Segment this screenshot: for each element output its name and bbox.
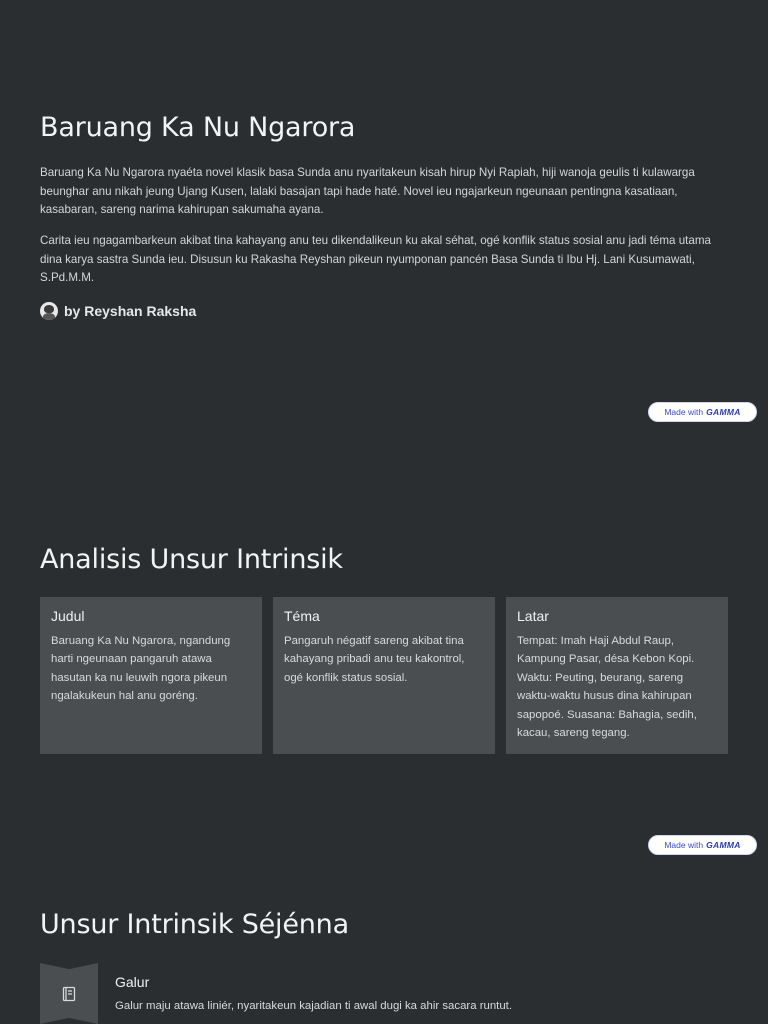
card-latar	[506, 597, 728, 754]
badge-prefix: Made with	[664, 407, 704, 417]
card-body: Pangaruh négatif sareng akibat tina kahayang pribadi anu teu kakontrol, ogé konflik status sosial.	[284, 635, 465, 684]
cards-row	[40, 597, 728, 754]
card-title: Judul	[51, 608, 85, 624]
card-body: Baruang Ka Nu Ngarora, ngandung harti ngeunaan pangaruh atawa hasutan ka nu leuwih ngora pikeun ngalakukeun hal anu goréng.	[51, 635, 231, 703]
context-paragraph: Carita ieu ngagambarkeun akibat tina kahayang anu teu dikendalikeun ku akal séhat, ogé konflik status sosial anu jadi téma utama dina karya sastra Sunda ieu. Disusun ku Rakasha Reyshan pikeun nyumponan pancén Basa Sunda ti Ibu Hj. Lani Kusumawati, S.Pd.M.M.	[40, 234, 711, 285]
other-elements-slide	[0, 880, 768, 1024]
author-byline	[40, 302, 196, 320]
slide-title: Unsur Intrinsik Séjénna	[40, 909, 349, 940]
analysis-slide	[0, 470, 768, 870]
made-with-gamma-badge[interactable]	[648, 835, 757, 855]
card-title: Téma	[284, 608, 320, 624]
slide-title: Baruang Ka Nu Ngarora	[40, 112, 356, 143]
card-judul	[40, 597, 262, 754]
card-title: Latar	[517, 608, 549, 624]
item-title-galur: Galur	[115, 974, 150, 990]
title-slide	[0, 0, 768, 440]
intro-paragraph: Baruang Ka Nu Ngarora nyaéta novel klasik basa Sunda anu nyaritakeun kisah hirup Nyi Rapiah, hiji wanoja geulis ti kulawarga beunghar anu nikah jeung Ujang Kusen, lalaki basajan tapi hade haté. Novel ieu ngajarkeun ngeunaan pentingna kasatiaan, kasabaran, sareng narima kahirupan sakumaha ayana.	[40, 166, 695, 217]
card-body: Tempat: Imah Haji Abdul Raup, Kampung Pasar, désa Kebon Kopi. Waktu: Peuting, beurang, sareng waktu-waktu husus dina kahirupan sapopoé. Suasana: Bahagia, sedih, kacau, sareng tegang.	[517, 635, 697, 740]
item-body-galur: Galur maju atawa liniér, nyaritakeun kajadian ti awal dugi ka ahir sacara runtut.	[115, 1000, 512, 1012]
made-with-gamma-badge[interactable]	[648, 402, 757, 422]
author-name: by Reyshan Raksha	[64, 303, 197, 319]
badge-prefix: Made with	[664, 840, 704, 850]
card-tema	[273, 597, 495, 754]
slide-title: Analisis Unsur Intrinsik	[40, 544, 343, 575]
book-icon	[40, 963, 98, 1024]
gamma-logo: GAMMA	[706, 840, 741, 850]
avatar	[40, 302, 58, 320]
gamma-logo: GAMMA	[706, 407, 741, 417]
